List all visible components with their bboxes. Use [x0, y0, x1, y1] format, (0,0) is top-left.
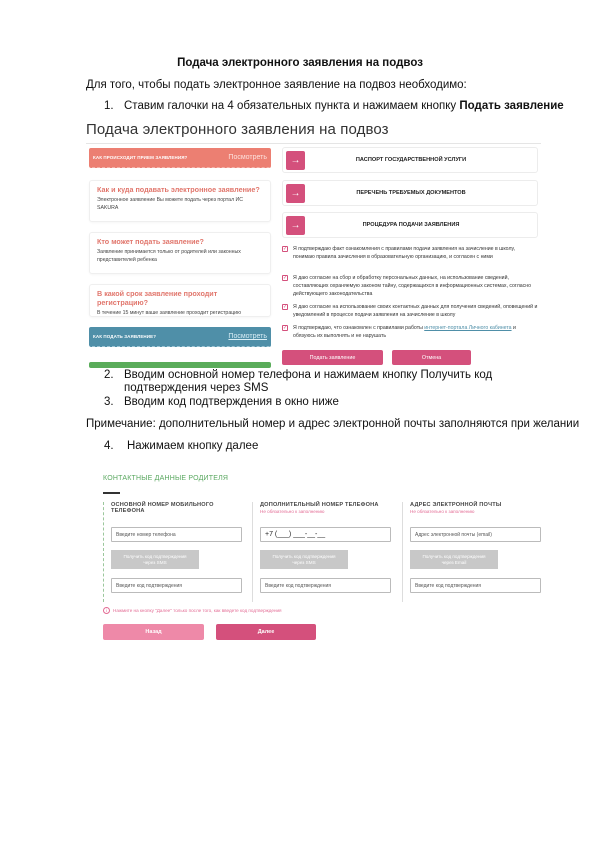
get-email-code-button[interactable]: Получить код подтверждения через Email: [410, 550, 498, 569]
checkbox-checked-icon[interactable]: ✓: [283, 325, 288, 331]
get-sms-code-button[interactable]: Получить код подтверждения через SMS: [111, 550, 199, 569]
step-2: [104, 369, 492, 395]
main-phone-input[interactable]: Введите номер телефона: [111, 527, 242, 542]
nav-button-label: ПРОЦЕДУРА ПОДАЧИ ЗАЯВЛЕНИЯ: [362, 222, 460, 228]
extra-code-input[interactable]: Введите код подтверждения: [260, 578, 391, 593]
view-link[interactable]: Посмотреть: [228, 154, 267, 161]
column-header: ОСНОВНОЙ НОМЕР МОБИЛЬНОГО ТЕЛЕФОНА: [111, 502, 214, 514]
email-code-input[interactable]: Введите код подтверждения: [410, 578, 541, 593]
checkbox-label: Я даю согласие на использование своих контактных данных для получения сведений, оповещений и уведомлений в процессе подачи заявления на зачисление в школу: [293, 304, 538, 319]
checkbox-label-text: и обязуюсь их выполнять и не нарушать: [293, 325, 516, 340]
step-number: 2.: [104, 369, 114, 381]
next-button[interactable]: Далее: [216, 624, 316, 640]
checkbox-checked-icon[interactable]: ✓: [283, 304, 288, 310]
faq-answer: Заявление принимается только от родителей или законных представителей ребенка: [97, 249, 241, 263]
accordion-label: КАК ПРОИСХОДИТ ПРИЕМ ЗАЯВЛЕНИЯ?: [93, 155, 188, 160]
document-title: Подача электронного заявления на подвоз: [177, 57, 423, 69]
hint-text: Нажмите на кнопку "Далее" только после того, как введете код подтверждения: [113, 608, 282, 613]
nav-button-passport[interactable]: [282, 147, 538, 173]
info-icon: i: [103, 607, 110, 614]
consent-checkbox-rules[interactable]: [282, 245, 538, 261]
faq-question: Кто может подать заявление?: [97, 237, 204, 246]
get-sms-code-button[interactable]: Получить код подтверждения через SMS: [260, 550, 348, 569]
faq-card: [89, 284, 271, 317]
consent-checkbox-portal-rules[interactable]: [282, 324, 538, 340]
main-code-input[interactable]: Введите код подтверждения: [111, 578, 242, 593]
main-phone-column: [103, 502, 243, 602]
step-1: [104, 100, 564, 112]
step-number: 3.: [104, 396, 114, 408]
faq-card: [89, 180, 271, 222]
portal-rules-link[interactable]: интернет-портала Личного кабинета: [424, 325, 512, 331]
step-text: Нажимаем кнопку далее: [127, 440, 259, 452]
step-4: [104, 440, 258, 452]
column-subheader: Не обязательно к заполнению: [410, 509, 475, 514]
column-subheader: Не обязательно к заполнению: [260, 509, 325, 514]
faq-question: Как и куда подавать электронное заявление?: [97, 185, 260, 194]
column-header: ДОПОЛНИТЕЛЬНЫЙ НОМЕР ТЕЛЕФОНА: [260, 502, 379, 508]
nav-button-label: ПЕРЕЧЕНЬ ТРЕБУЕМЫХ ДОКУМЕНТОВ: [356, 190, 466, 196]
nav-button-label: ПАСПОРТ ГОСУДАРСТВЕННОЙ УСЛУГИ: [355, 157, 467, 163]
faq-answer: В течение 15 минут ваше заявление проходит регистрацию: [97, 310, 241, 316]
contact-screenshot: [97, 465, 547, 645]
consent-checkbox-personal-data[interactable]: [282, 274, 538, 298]
faq-card: [89, 232, 271, 274]
title-underline: [103, 492, 120, 494]
accordion-how-accepted[interactable]: [89, 148, 271, 168]
contact-section-title: КОНТАКТНЫЕ ДАННЫЕ РОДИТЕЛЯ: [103, 475, 229, 482]
view-link[interactable]: Посмотреть: [228, 333, 267, 340]
application-page-title: Подача электронного заявления на подвоз: [86, 121, 389, 138]
consent-checkbox-contacts[interactable]: [282, 303, 538, 319]
accordion-green[interactable]: [89, 362, 271, 368]
arrow-right-icon: →: [286, 216, 305, 235]
divider: [86, 143, 541, 144]
arrow-right-icon: →: [286, 151, 305, 170]
step-number: 4.: [104, 440, 114, 452]
step-text-continued: подтверждения через SMS: [124, 382, 269, 394]
checkbox-label-text: Я подтверждаю, что ознакомлен с правилами работы: [293, 325, 425, 331]
step-bold: Подать заявление: [459, 100, 564, 112]
step-number: 1.: [104, 100, 114, 112]
back-button[interactable]: Назад: [103, 624, 204, 640]
accordion-label: КАК ПОДАТЬ ЗАЯВЛЕНИЕ?: [93, 334, 157, 339]
checkbox-checked-icon[interactable]: ✓: [283, 275, 288, 281]
checkbox-label: Я подтверждаю факт ознакомления с правилами подачи заявления на зачисление в школу, понимаю правила зачисления в образовательную организацию, и согласен с ними: [293, 246, 515, 261]
step-3: [104, 396, 339, 408]
checkbox-label: Я даю согласие на сбор и обработку персональных данных, на использование сведений, составляющих охраняемую законом тайну, содержащихся в информационных системах, согласно действующего законодательства: [293, 275, 531, 298]
step-text: Вводим основной номер телефона и нажимаем кнопку Получить код: [124, 369, 493, 381]
nav-button-documents[interactable]: [282, 180, 538, 206]
document-intro: Для того, чтобы подать электронное заявление на подвоз необходимо:: [86, 79, 467, 91]
email-column: [402, 502, 542, 602]
column-header: АДРЕС ЭЛЕКТРОННОЙ ПОЧТЫ: [410, 502, 502, 508]
checkbox-label: [293, 324, 538, 340]
cancel-button[interactable]: Отмена: [392, 350, 471, 365]
extra-phone-input[interactable]: +7 (___) ___-__-__: [260, 527, 391, 542]
application-screenshot: [86, 121, 541, 371]
hint-message: [103, 607, 282, 614]
note: Примечание: дополнительный номер и адрес электронной почты заполняются при желании: [86, 418, 580, 430]
extra-phone-column: [252, 502, 392, 602]
step-text: Ставим галочки на 4 обязательных пункта и нажимаем кнопку: [124, 100, 460, 112]
faq-answer: Электронное заявление Вы можете подать через портал ИС SAKURA: [97, 197, 244, 211]
accordion-how-to-apply[interactable]: [89, 327, 271, 347]
submit-application-button[interactable]: Подать заявление: [282, 350, 383, 365]
step-text: Вводим код подтверждения в окно ниже: [124, 396, 339, 408]
checkbox-checked-icon[interactable]: ✓: [283, 246, 288, 252]
faq-question: В какой срок заявление проходит регистрацию?: [97, 289, 218, 307]
arrow-right-icon: →: [286, 184, 305, 203]
nav-button-procedure[interactable]: [282, 212, 538, 238]
email-input[interactable]: Адрес электронной почты (email): [410, 527, 541, 542]
